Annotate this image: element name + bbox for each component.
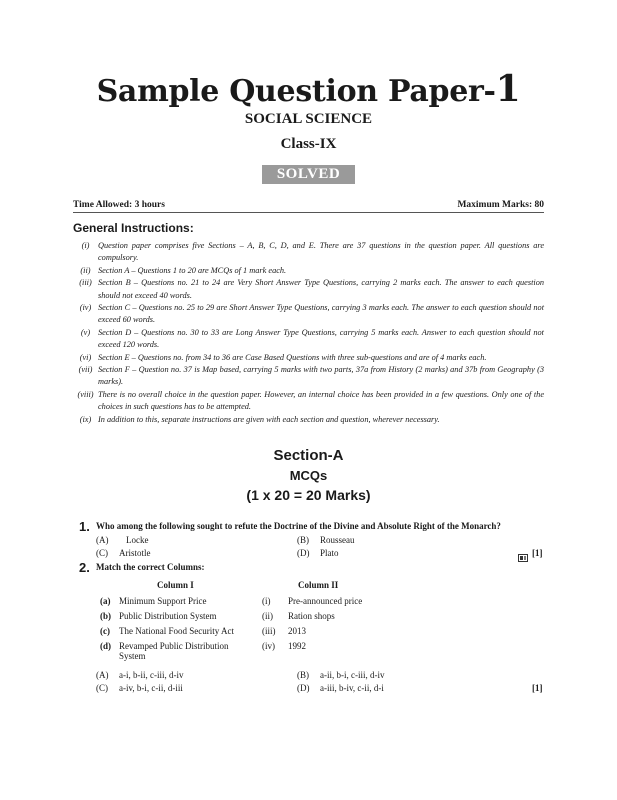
instructions-heading: General Instructions: (73, 221, 194, 235)
instruction-item: (i) Question paper comprises five Sections – A, B, C, D, and E. There are 37 questions in the question paper. All questions are compulsory. (81, 241, 544, 263)
option-b: (B) Rousseau (297, 535, 355, 545)
instruction-item: (vi) Section E – Questions no. from 34 to 36 are Case Based Questions with three sub-questions and are of 4 marks each. (79, 352, 487, 362)
paper-number: 1 (495, 68, 521, 110)
option-d: (D) Plato (297, 548, 339, 558)
question-number: 1. (79, 519, 90, 534)
question-text: Match the correct Columns: (96, 562, 205, 572)
solved-badge: SOLVED (262, 165, 355, 184)
column-2-header: Column II (298, 580, 339, 590)
column-1-header: Column I (157, 580, 194, 590)
instructions-list (73, 240, 544, 426)
question-marks: [1] (532, 548, 543, 558)
question-text: Who among the following sought to refute the Doctrine of the Divine and Absolute Right of the Monarch? (96, 521, 501, 531)
instruction-item: (ix) In addition to this, separate instructions are given with each section and question, wherever necessary. (79, 414, 440, 424)
option-a: (A) Locke (96, 535, 149, 545)
option-d: (D) a-iii, b-iv, c-ii, d-i (297, 683, 384, 693)
section-title: Section-A (273, 447, 344, 464)
question-number: 2. (79, 560, 90, 575)
instruction-item: (v) Section D – Questions no. 30 to 33 are Long Answer Type Questions, carrying 5 marks each. Answer to each question should not exceed 120 words. (80, 327, 544, 350)
section-subtitle: MCQs (289, 468, 328, 483)
header-divider (73, 212, 544, 213)
instruction-item: (iii) Section B – Questions no. 21 to 24 are Very Short Answer Type Questions, carrying 2 marks each. The answer to each question should not exceed 40 words. (79, 278, 544, 300)
ap-icon (518, 549, 528, 557)
page-title: Sample Question Paper-1 (96, 68, 521, 110)
class-title: Class-IX (280, 136, 337, 152)
instruction-item: (iv) Section C – Questions no. 25 to 29 are Short Answer Type Questions, carrying 3 marks each. The answer to each question should not exceed 60 words. (79, 303, 544, 325)
subject-title: SOCIAL SCIENCE (244, 111, 373, 127)
option-c: (C) Aristotle (96, 548, 151, 558)
time-allowed: Time Allowed: 3 hours (73, 200, 165, 210)
instruction-item: (viii) There is no overall choice in the question paper. However, an internal choice has been provided in a few questions. Only one of the choices in such questions has to be attempted. (77, 389, 544, 412)
section-marks: (1 x 20 = 20 Marks) (246, 487, 371, 503)
instruction-item: (vii) Section F – Question no. 37 is Map based, carrying 5 marks with two parts, 37a from History (2 marks) and 37b from Geography (3 marks). (78, 365, 544, 387)
option-c: (C) a-iv, b-i, c-ii, d-iii (96, 683, 183, 693)
question-marks: [1] (532, 683, 543, 693)
option-b: (B) a-ii, b-i, c-iii, d-iv (297, 670, 385, 680)
option-a: (A) a-i, b-ii, c-iii, d-iv (96, 670, 184, 680)
instruction-item: (ii) Section A – Questions 1 to 20 are MCQs of 1 mark each. (80, 265, 287, 275)
maximum-marks: Maximum Marks: 80 (457, 200, 544, 210)
